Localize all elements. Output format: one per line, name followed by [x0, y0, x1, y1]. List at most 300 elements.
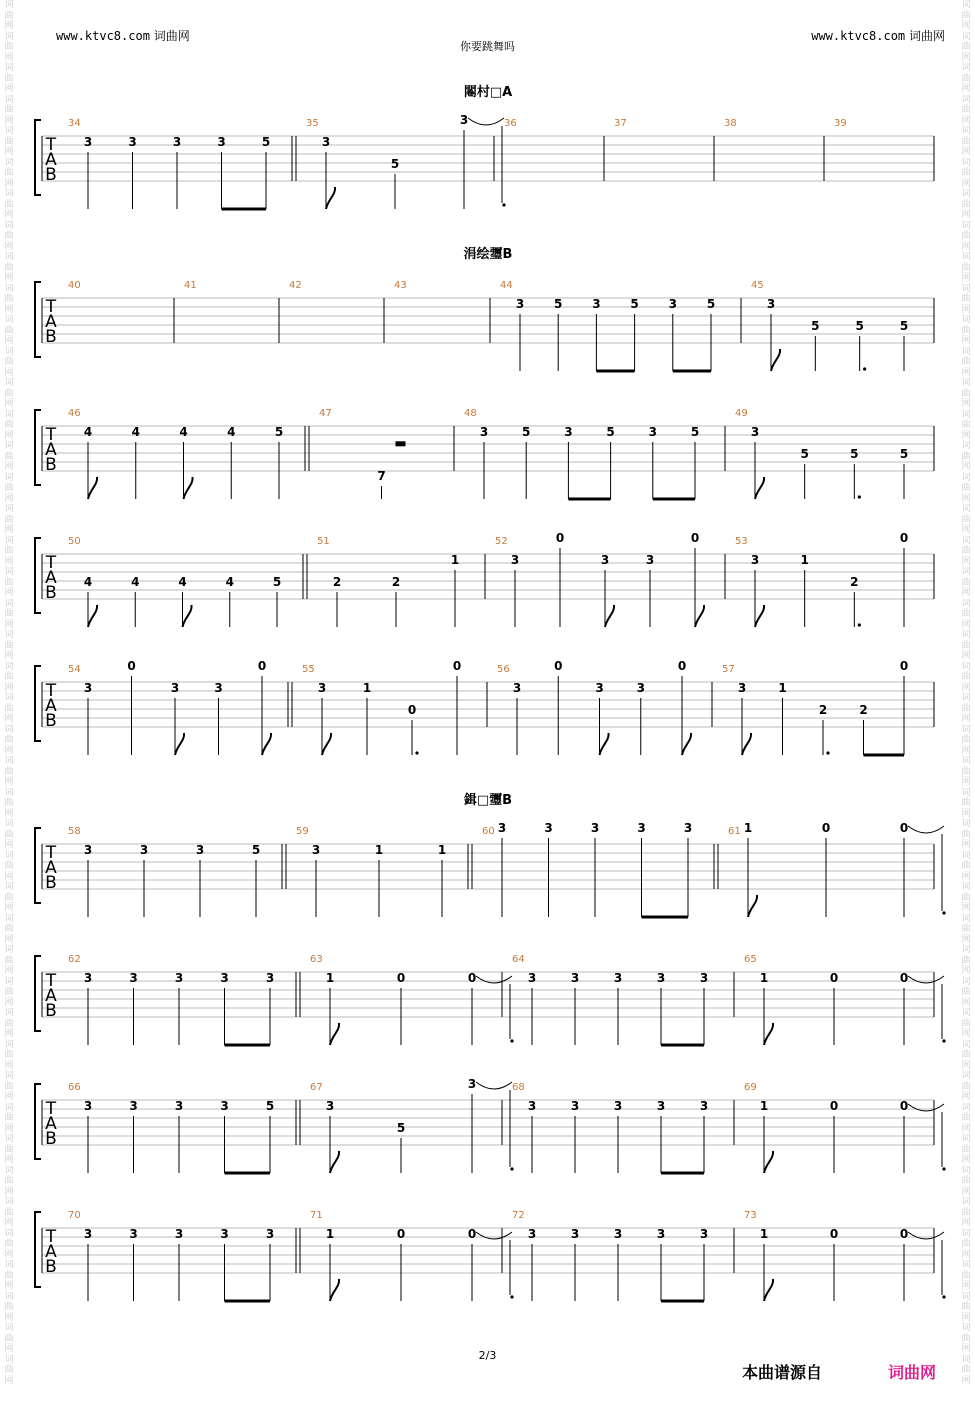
tab-clef-letter: T	[45, 135, 57, 155]
note-flag	[695, 605, 704, 627]
system-bracket	[35, 956, 41, 1031]
song-title: 你要跳舞吗	[460, 40, 515, 53]
watermark-char: 网	[961, 588, 971, 598]
fret-number: 3	[515, 297, 525, 311]
fret-number: 3	[129, 971, 138, 985]
note-flag	[755, 477, 764, 499]
page-number: 2/3	[478, 1349, 497, 1362]
watermark-char: 网	[961, 525, 971, 535]
fret-number: 3	[592, 297, 601, 311]
watermark-char: 曲	[4, 924, 14, 934]
fret-number: 3	[195, 843, 205, 857]
watermark-char: 词	[4, 1323, 14, 1333]
fret-number: 4	[227, 425, 236, 439]
fret-number: 3	[220, 971, 229, 985]
measure-number: 63	[310, 954, 323, 965]
watermark-char: 网	[961, 934, 971, 945]
watermark-char: 曲	[4, 892, 14, 903]
watermark-char: 词	[961, 1008, 971, 1018]
watermark-char: 网	[4, 997, 14, 1008]
measure-number: 46	[68, 408, 81, 419]
fret-number: 5	[272, 575, 282, 589]
watermark-char: 词	[4, 693, 14, 703]
watermark-char: 网	[4, 399, 14, 409]
watermark-char: 曲	[4, 420, 14, 430]
watermark-char: 词	[4, 598, 14, 609]
watermark-char: 网	[4, 115, 14, 126]
header-right-url[interactable]: www.ktvc8.com	[811, 29, 906, 43]
watermark-char: 词	[4, 1228, 14, 1239]
measure-number: 38	[724, 118, 737, 129]
watermark-char: 网	[4, 1281, 14, 1291]
fret-number: 5	[855, 319, 864, 333]
measure-number: 59	[296, 826, 309, 837]
watermark-char: 词	[961, 819, 971, 829]
tab-clef-letter: A	[45, 1242, 57, 1262]
fret-number: 4	[178, 575, 187, 589]
fret-number: 5	[706, 297, 716, 311]
tie-arc	[468, 118, 504, 125]
watermark-char: 网	[4, 588, 14, 598]
watermark-char: 词	[4, 315, 14, 325]
watermark-char: 网	[4, 682, 14, 693]
fret-number: 3	[83, 971, 93, 985]
tab-clef-letter: T	[45, 971, 57, 991]
watermark-char: 网	[4, 556, 14, 567]
fret-number: 3	[656, 1099, 666, 1113]
watermark-char: 网	[961, 1123, 971, 1134]
watermark-char: 词	[961, 1228, 971, 1239]
fret-number: 5	[690, 425, 700, 439]
watermark-char: 曲	[961, 1081, 971, 1092]
watermark-char: 曲	[961, 703, 971, 714]
watermark-char: 词	[4, 189, 14, 199]
watermark-char: 曲	[961, 735, 971, 745]
note-flag	[330, 1151, 339, 1173]
fret-number: 3	[317, 681, 327, 695]
watermark-char: 词	[4, 913, 14, 924]
watermark-char: 词	[961, 630, 971, 640]
tie-arc	[476, 1232, 512, 1239]
fret-number: 1	[325, 971, 335, 985]
fret-number: 4	[225, 575, 234, 589]
note-flag	[682, 733, 691, 755]
measure-number: 39	[834, 118, 847, 129]
watermark-char: 曲	[961, 514, 971, 525]
watermark-char: 曲	[4, 735, 14, 745]
watermark-char: 网	[961, 1060, 971, 1071]
watermark-char: 网	[961, 1312, 971, 1323]
fret-number: 0	[467, 971, 477, 985]
watermark-char: 曲	[961, 1050, 971, 1060]
fret-number: 3	[512, 681, 522, 695]
watermark-char: 词	[961, 189, 971, 199]
watermark-char: 网	[961, 840, 971, 850]
watermark-char: 网	[961, 1375, 971, 1386]
fret-number: 3	[83, 681, 93, 695]
watermark-char: 网	[961, 430, 971, 441]
note-flag	[605, 605, 614, 627]
fret-number: 0	[396, 971, 406, 985]
note-flag	[183, 605, 192, 627]
watermark-char: 曲	[961, 10, 971, 21]
watermark-char: 词	[4, 819, 14, 829]
fret-number: 5	[899, 447, 909, 461]
watermark-char: 词	[4, 94, 14, 105]
fret-number: 3	[174, 1227, 184, 1241]
fret-number: 1	[743, 821, 753, 835]
watermark-char: 曲	[4, 294, 14, 304]
note-flag	[764, 1279, 773, 1301]
watermark-char: 曲	[961, 73, 971, 84]
watermark-char: 曲	[961, 798, 971, 808]
note-flag	[326, 187, 335, 209]
system-bracket	[35, 1212, 41, 1287]
watermark-char: 网	[961, 1092, 971, 1102]
system-bracket	[35, 120, 41, 195]
fret-number: 3	[613, 1227, 623, 1241]
fret-number: 3	[570, 1099, 580, 1113]
watermark-char: 曲	[4, 73, 14, 84]
system-bracket	[35, 828, 41, 903]
watermark-char: 网	[4, 619, 14, 630]
fret-number: 3	[570, 971, 580, 985]
note-flag	[600, 733, 609, 755]
watermark-char: 网	[4, 1155, 14, 1165]
rhythm-dot	[942, 1167, 945, 1170]
measure-number: 34	[68, 118, 81, 129]
watermark-char: 网	[4, 178, 14, 189]
watermark-char: 词	[4, 441, 14, 451]
fret-number: 3	[265, 1227, 275, 1241]
fret-number: 3	[656, 1227, 666, 1241]
fret-number: 1	[800, 553, 809, 567]
measure-number: 40	[68, 280, 81, 291]
fret-number: 7	[377, 469, 386, 483]
fret-number: 3	[83, 1099, 93, 1113]
watermark-char: 词	[961, 220, 971, 231]
watermark-char: 曲	[961, 766, 971, 777]
watermark-char: 网	[961, 997, 971, 1008]
watermark-char: 词	[961, 598, 971, 609]
fret-number: 3	[600, 553, 610, 567]
rhythm-dot	[510, 1039, 513, 1042]
watermark-char: 曲	[4, 231, 14, 241]
fret-number: 3	[737, 681, 747, 695]
watermark-char: 词	[961, 1071, 971, 1081]
watermark-char: 词	[961, 945, 971, 955]
system-bracket	[35, 410, 41, 485]
watermark-char: 曲	[4, 861, 14, 871]
watermark-char: 词	[961, 882, 971, 892]
tie-arc	[908, 1104, 944, 1111]
watermark-char: 网	[4, 21, 14, 31]
watermark-char: 网	[961, 714, 971, 724]
watermark-char: 词	[961, 976, 971, 987]
tab-clef-letter: B	[45, 165, 57, 185]
fret-number: 5	[606, 425, 615, 439]
watermark-char: 曲	[4, 199, 14, 210]
watermark-char: 词	[4, 157, 14, 168]
watermark-char: 网	[4, 651, 14, 661]
watermark-char: 网	[4, 714, 14, 724]
watermark-char: 曲	[4, 325, 14, 336]
tab-clef-letter: T	[45, 297, 57, 317]
fret-number: 3	[325, 1099, 335, 1113]
watermark-char: 词	[961, 315, 971, 325]
fret-number: 3	[564, 425, 573, 439]
fret-number: 5	[800, 447, 809, 461]
watermark-char: 曲	[4, 105, 14, 115]
watermark-char: 曲	[961, 672, 971, 682]
watermark-char: 曲	[961, 609, 971, 619]
watermark-char: 词	[4, 567, 14, 577]
watermark-char: 曲	[961, 105, 971, 115]
fret-number: 2	[859, 703, 868, 717]
watermark-char: 词	[961, 1197, 971, 1207]
watermark-char: 词	[4, 283, 14, 294]
fret-number: 3	[527, 1099, 537, 1113]
watermark-char: 曲	[4, 357, 14, 367]
fret-number: 5	[390, 157, 400, 171]
section-title: 涓绘瓕B	[463, 247, 513, 262]
watermark-char: 曲	[961, 829, 971, 840]
watermark-char: 曲	[961, 640, 971, 651]
tab-clef-letter: B	[45, 873, 57, 893]
watermark-char: 曲	[4, 1144, 14, 1155]
fret-number: 0	[396, 1227, 406, 1241]
watermark-char: 网	[961, 336, 971, 346]
fret-number: 0	[452, 659, 462, 673]
system-bracket	[35, 666, 41, 741]
watermark-char: 词	[961, 31, 971, 42]
tab-clef-letter: A	[45, 312, 57, 332]
fret-number: 4	[179, 425, 188, 439]
watermark-char: 词	[4, 472, 14, 483]
watermark-char: 词	[4, 976, 14, 987]
fret-number: 3	[510, 553, 520, 567]
fret-number: 3	[750, 553, 760, 567]
tie-arc	[476, 1082, 512, 1089]
fret-number: 2	[818, 703, 828, 717]
fret-number: 5	[522, 425, 531, 439]
watermark-char: 词	[961, 346, 971, 357]
fret-number: 3	[220, 1099, 229, 1113]
watermark-char: 曲	[4, 1050, 14, 1060]
watermark-char: 曲	[961, 420, 971, 430]
rhythm-dot	[415, 751, 418, 754]
watermark-char: 曲	[961, 987, 971, 997]
measure-number: 67	[310, 1082, 323, 1093]
watermark-char: 网	[961, 367, 971, 378]
watermark-char: 词	[4, 0, 14, 10]
tab-clef-letter: T	[45, 843, 57, 863]
measure-number: 72	[512, 1210, 525, 1221]
fret-number: 1	[325, 1227, 335, 1241]
watermark-char: 曲	[961, 1239, 971, 1249]
watermark-char: 曲	[4, 1113, 14, 1123]
watermark-char: 曲	[961, 1302, 971, 1312]
watermark-char: 网	[961, 52, 971, 63]
fret-number: 0	[829, 1099, 839, 1113]
footer-logo[interactable]: 词曲网	[888, 1363, 937, 1382]
watermark-char: 曲	[961, 136, 971, 147]
measure-number: 42	[289, 280, 302, 291]
fret-number: 2	[391, 575, 401, 589]
watermark-char: 网	[4, 840, 14, 850]
watermark-char: 网	[4, 147, 14, 157]
section-title: 鍓□瓕B	[463, 793, 513, 808]
watermark-char: 曲	[4, 1365, 14, 1375]
measure-number: 47	[319, 408, 332, 419]
watermark-char: 网	[961, 1186, 971, 1197]
watermark-char: 网	[4, 1123, 14, 1134]
fret-number: 3	[595, 681, 604, 695]
watermark-char: 词	[961, 283, 971, 294]
watermark-char: 词	[961, 1354, 971, 1365]
fret-number: 0	[829, 971, 839, 985]
measure-number: 68	[512, 1082, 525, 1093]
fret-number: 0	[127, 659, 136, 673]
fret-number: 1	[437, 843, 447, 857]
tab-clef-letter: T	[45, 681, 57, 701]
watermark-char: 网	[4, 462, 14, 472]
fret-number: 3	[570, 1227, 580, 1241]
fret-number: 5	[554, 297, 563, 311]
fret-number: 4	[131, 575, 140, 589]
watermark-char: 网	[961, 871, 971, 882]
watermark-char: 曲	[961, 42, 971, 52]
tie-arc	[476, 976, 512, 983]
measure-number: 45	[751, 280, 764, 291]
note-flag	[764, 1023, 773, 1045]
watermark-char: 词	[4, 409, 14, 420]
tab-clef-letter: B	[45, 711, 57, 731]
note-flag	[764, 1151, 773, 1173]
watermark-char: 词	[4, 724, 14, 735]
watermark-char: 词	[961, 378, 971, 388]
watermark-char: 曲	[961, 325, 971, 336]
watermark-char: 网	[961, 1281, 971, 1291]
note-flag	[88, 605, 97, 627]
tab-clef-letter: T	[45, 1099, 57, 1119]
watermark-char: 网	[4, 1312, 14, 1323]
fret-number: 3	[590, 821, 600, 835]
tab-clef-letter: A	[45, 1114, 57, 1134]
tie-arc	[908, 1232, 944, 1239]
fret-number: 0	[821, 821, 831, 835]
watermark-char: 词	[4, 882, 14, 892]
rhythm-dot	[858, 495, 861, 498]
watermark-char: 网	[961, 493, 971, 504]
watermark-char: 曲	[4, 703, 14, 714]
fret-number: 2	[332, 575, 342, 589]
watermark-char: 词	[961, 94, 971, 105]
watermark-char: 曲	[961, 955, 971, 966]
measure-number: 50	[68, 536, 81, 547]
watermark-char: 词	[961, 1260, 971, 1270]
watermark-char: 网	[4, 934, 14, 945]
watermark-char: 网	[961, 273, 971, 283]
fret-number: 3	[467, 1077, 477, 1091]
watermark-char: 曲	[4, 262, 14, 273]
watermark-char: 网	[4, 273, 14, 283]
fret-number: 3	[645, 553, 655, 567]
watermark-char: 网	[961, 682, 971, 693]
rest-symbol	[396, 441, 406, 446]
watermark-char: 网	[4, 1218, 14, 1228]
watermark-char: 曲	[4, 1176, 14, 1186]
system-bracket	[35, 282, 41, 357]
measure-number: 54	[68, 664, 81, 675]
watermark-char: 曲	[961, 1270, 971, 1281]
measure-number: 66	[68, 1082, 81, 1093]
watermark-char: 网	[4, 1186, 14, 1197]
watermark-char: 词	[961, 1291, 971, 1302]
tab-clef-letter: A	[45, 986, 57, 1006]
watermark-char: 网	[4, 210, 14, 220]
fret-number: 5	[261, 135, 271, 149]
watermark-char: 曲	[4, 829, 14, 840]
header-left-url[interactable]: www.ktvc8.com	[56, 29, 150, 43]
watermark-char: 网	[961, 1344, 971, 1354]
fret-number: 5	[630, 297, 639, 311]
watermark-char: 词	[4, 1008, 14, 1018]
measure-number: 36	[504, 118, 517, 129]
watermark-char: 网	[961, 651, 971, 661]
watermark-char: 曲	[4, 1018, 14, 1029]
note-flag	[322, 733, 331, 755]
fret-number: 4	[83, 575, 93, 589]
measure-number: 62	[68, 954, 81, 965]
watermark-char: 词	[4, 756, 14, 766]
fret-number: 3	[139, 843, 149, 857]
tab-clef-letter: B	[45, 1129, 57, 1149]
fret-number: 3	[613, 971, 623, 985]
fret-number: 3	[459, 113, 469, 127]
tab-clef-letter: A	[45, 568, 57, 588]
fret-number: 3	[214, 681, 223, 695]
watermark-char: 网	[961, 304, 971, 315]
tab-clef-letter: B	[45, 1257, 57, 1277]
watermark-char: 曲	[961, 861, 971, 871]
fret-number: 3	[311, 843, 321, 857]
fret-number: 3	[544, 821, 553, 835]
measure-number: 58	[68, 826, 81, 837]
watermark-char: 曲	[4, 136, 14, 147]
fret-number: 0	[899, 1099, 909, 1113]
watermark-char: 网	[961, 1218, 971, 1228]
rhythm-dot	[942, 1039, 945, 1042]
fret-number: 0	[690, 531, 700, 545]
watermark-char: 曲	[4, 1302, 14, 1312]
section-title: 闂村□A	[463, 85, 513, 100]
footer-source-label: 本曲谱源自	[742, 1363, 823, 1382]
watermark-char: 曲	[4, 1270, 14, 1281]
watermark-char: 词	[4, 126, 14, 136]
watermark-char: 词	[961, 1102, 971, 1113]
watermark-char: 曲	[4, 42, 14, 52]
fret-number: 3	[83, 843, 93, 857]
watermark-char: 曲	[961, 388, 971, 399]
note-flag	[88, 477, 97, 499]
watermark-char: 曲	[4, 1207, 14, 1218]
watermark-char: 网	[4, 367, 14, 378]
fret-number: 3	[613, 1099, 623, 1113]
watermark-char: 词	[4, 1039, 14, 1050]
fret-number: 1	[759, 1099, 769, 1113]
fret-number: 1	[759, 971, 769, 985]
